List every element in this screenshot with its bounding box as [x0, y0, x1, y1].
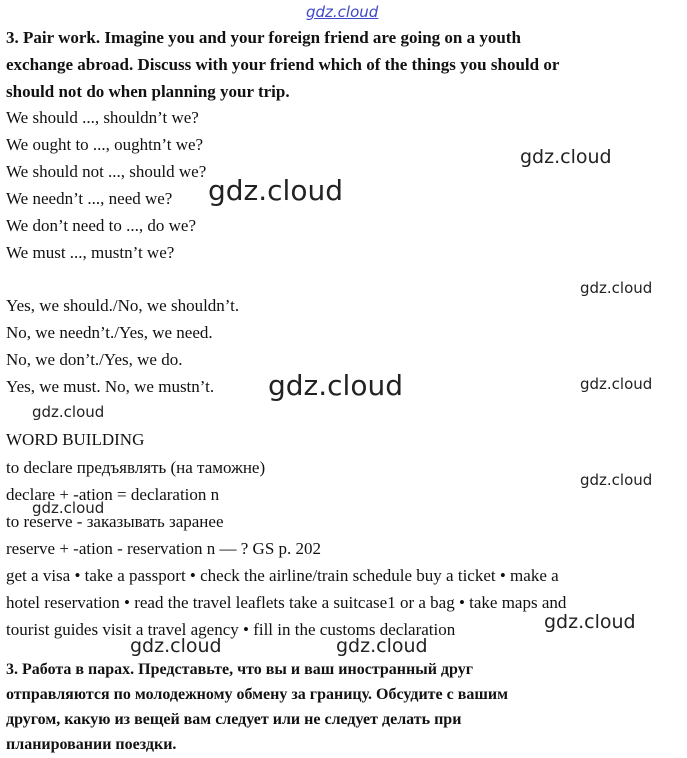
- answer-pattern: No, we needn’t./Yes, we need.: [6, 323, 213, 342]
- task-ru-line: отправляются по молодежному обмену за границу. Обсудите с вашим: [6, 686, 508, 703]
- question-pattern: We don’t need to ..., do we?: [6, 216, 196, 235]
- task-ru-line: другом, какую из вещей вам следует или не следует делать при: [6, 711, 462, 728]
- watermark: gdz.cloud: [336, 635, 428, 657]
- activities-line: tourist guides visit a travel agency • fill in the customs declaration: [6, 620, 456, 639]
- task-ru-line: 3. Работа в парах. Представьте, что вы и ваш иностранный друг: [6, 661, 473, 678]
- word-building-line: reserve + -ation - reservation n — ? GS p. 202: [6, 539, 322, 558]
- answer-pattern: Yes, we should./No, we shouldn’t.: [6, 296, 240, 315]
- word-building-line: to reserve - заказывать заранее: [6, 512, 224, 531]
- question-pattern: We should ..., shouldn’t we?: [6, 108, 199, 127]
- question-pattern: We must ..., mustn’t we?: [6, 243, 175, 262]
- answer-pattern: No, we don’t./Yes, we do.: [6, 350, 183, 369]
- answer-pattern: Yes, we must. No, we mustn’t.: [6, 377, 215, 396]
- watermark: gdz.cloud: [544, 611, 636, 633]
- question-pattern: We ought to ..., oughtn’t we?: [6, 135, 204, 154]
- watermark: gdz.cloud: [580, 471, 653, 489]
- heading-line: should not do when planning your trip.: [6, 82, 290, 101]
- heading-line: 3. Pair work. Imagine you and your foreign friend are going on a youth: [6, 28, 521, 47]
- watermark: gdz.cloud: [130, 635, 222, 657]
- question-pattern: We needn’t ..., need we?: [6, 189, 173, 208]
- activities-line: get a visa • take a passport • check the airline/train schedule buy a ticket • make a: [6, 566, 559, 585]
- watermark: gdz.cloud: [32, 499, 105, 517]
- watermark: gdz.cloud: [268, 369, 403, 402]
- watermark: gdz.cloud: [580, 375, 653, 393]
- question-pattern: We should not ..., should we?: [6, 162, 207, 181]
- heading-line: exchange abroad. Discuss with your friend which of the things you should or: [6, 55, 560, 74]
- word-building-line: to declare предъявлять (на таможне): [6, 458, 266, 477]
- activities-line: hotel reservation • read the travel leaflets take a suitcase1 or a bag • take maps and: [6, 593, 567, 612]
- word-building-title: WORD BUILDING: [6, 430, 145, 449]
- watermark: gdz.cloud: [580, 279, 653, 297]
- task-ru-line: планировании поездки.: [6, 736, 177, 753]
- watermark-top: gdz.cloud: [306, 3, 379, 21]
- word-building-line: declare + -ation = declaration n: [6, 485, 220, 504]
- watermark: gdz.cloud: [32, 403, 105, 421]
- watermark: gdz.cloud: [520, 146, 612, 168]
- watermark: gdz.cloud: [208, 174, 343, 207]
